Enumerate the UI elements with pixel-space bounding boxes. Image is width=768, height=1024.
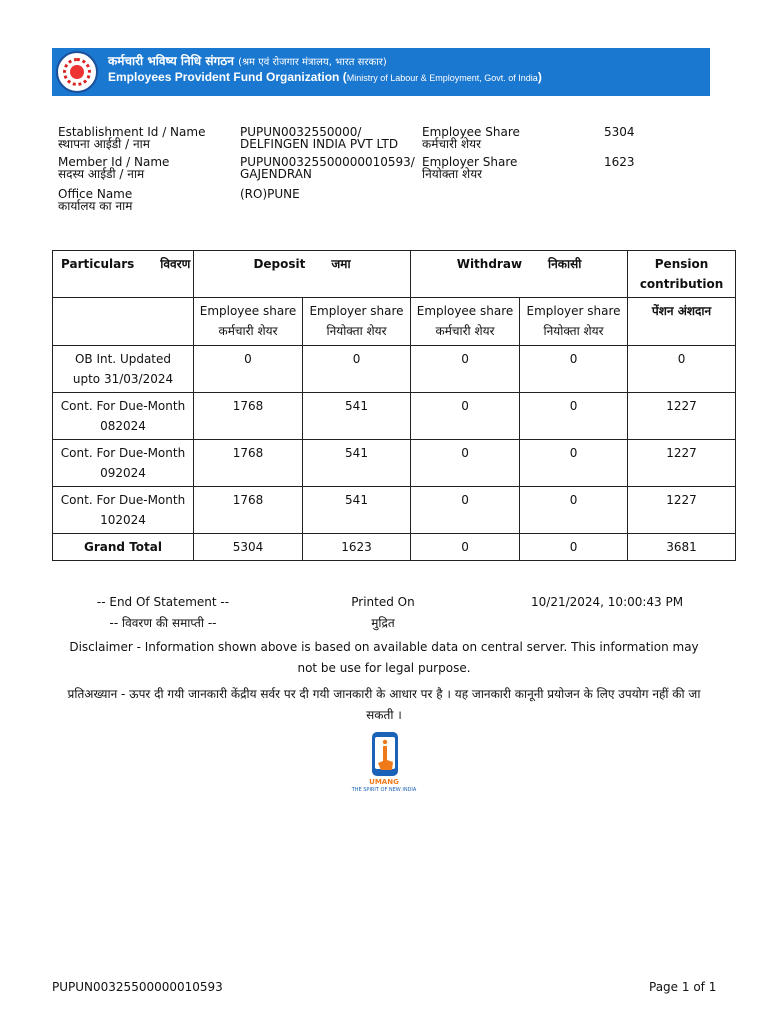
table-row (53, 440, 736, 487)
org-name-english: Employees Provident Fund Organization (Ministry of Labour & Employment, Govt. of India) (108, 70, 542, 84)
employee-share-label: Employee Share कर्मचारी शेयर (422, 125, 520, 151)
employee-share-value: 5304 (604, 125, 635, 139)
header-particulars: Particulars विवरण (53, 251, 194, 298)
total-deposit-employee: 5304 (194, 534, 303, 561)
disclaimer-english: Disclaimer - Information shown above is based on available data on central server. This information may not be use for legal purpose. (69, 640, 699, 675)
subheader-withdraw-employee: Employee share कर्मचारी शेयर (411, 298, 520, 346)
printed-on-label: Printed On मुद्रित (351, 595, 415, 630)
row-deposit-employer: 541 (303, 440, 411, 487)
row-pension: 1227 (628, 487, 736, 534)
row-deposit-employer: 541 (303, 487, 411, 534)
printed-datetime: 10/21/2024, 10:00:43 PM (531, 595, 684, 609)
grand-total-row (53, 534, 736, 561)
row-particulars: OB Int. Updated upto 31/03/2024 (53, 346, 194, 393)
row-deposit-employer: 541 (303, 393, 411, 440)
row-deposit-employee: 1768 (194, 487, 303, 534)
row-pension: 1227 (628, 393, 736, 440)
umang-logo (346, 730, 422, 796)
row-withdraw-employer: 0 (520, 440, 628, 487)
org-name-hindi: कर्मचारी भविष्य निधि संगठन (श्रम एवं रोजगार मंत्रालय, भारत सरकार) (108, 54, 387, 68)
member-value: PUPUN00325500000010593/ GAJENDRAN (240, 155, 415, 181)
member-label: Member Id / Name सदस्य आईडी / नाम (58, 155, 170, 181)
umang-tagline: THE SPIRIT OF NEW INDIA (351, 787, 417, 793)
row-withdraw-employee: 0 (411, 346, 520, 393)
table-header-row (53, 251, 736, 298)
row-deposit-employee: 1768 (194, 440, 303, 487)
office-label: Office Name कार्यालय का नाम (58, 187, 133, 213)
header-pension: Pension contribution (628, 251, 736, 298)
table-subheader-row (53, 298, 736, 346)
total-withdraw-employer: 0 (520, 534, 628, 561)
org-ministry-english: Ministry of Labour & Employment, Govt. of India (346, 73, 538, 83)
header-deposit: Deposit जमा (194, 251, 411, 298)
subheader-empty (53, 298, 194, 346)
table-row (53, 393, 736, 440)
subheader-pension: पेंशन अंशदान (628, 298, 736, 346)
end-of-statement: -- End Of Statement -- -- विवरण की समाप्ती -- (96, 595, 230, 630)
disclaimer-hindi: प्रतिअख्यान - ऊपर दी गयी जानकारी केंद्रीय सर्वर पर दी गयी जानकारी के आधार पर है । यह जानकारी कानूनी प्रयोजन के लिए उपयोग नहीं की जा सकती । (67, 687, 701, 722)
row-withdraw-employee: 0 (411, 487, 520, 534)
row-particulars: Cont. For Due-Month 102024 (53, 487, 194, 534)
epfo-logo-icon (56, 51, 98, 93)
row-deposit-employee: 0 (194, 346, 303, 393)
footer-member-id: PUPUN00325500000010593 (52, 980, 223, 994)
employer-share-label: Employer Share नियोक्ता शेयर (422, 155, 518, 181)
row-particulars: Cont. For Due-Month 092024 (53, 440, 194, 487)
total-deposit-employer: 1623 (303, 534, 411, 561)
grand-total-label: Grand Total (53, 534, 194, 561)
total-withdraw-employee: 0 (411, 534, 520, 561)
table-row (53, 487, 736, 534)
table-row (53, 346, 736, 393)
umang-name: UMANG (369, 778, 399, 786)
page-number: Page 1 of 1 (649, 980, 717, 994)
statement-table (52, 250, 736, 561)
org-ministry-hindi: (श्रम एवं रोजगार मंत्रालय, भारत सरकार) (238, 57, 387, 68)
employer-share-value: 1623 (604, 155, 635, 169)
establishment-label: Establishment Id / Name स्थापना आईडी / नाम (58, 125, 206, 151)
row-withdraw-employer: 0 (520, 487, 628, 534)
header-withdraw: Withdraw निकासी (411, 251, 628, 298)
row-withdraw-employee: 0 (411, 393, 520, 440)
row-withdraw-employer: 0 (520, 346, 628, 393)
row-deposit-employer: 0 (303, 346, 411, 393)
establishment-value: PUPUN0032550000/ DELFINGEN INDIA PVT LTD (240, 125, 399, 151)
epfo-header-banner (52, 48, 710, 96)
total-pension: 3681 (628, 534, 736, 561)
row-particulars: Cont. For Due-Month 082024 (53, 393, 194, 440)
subheader-withdraw-employer: Employer share नियोक्ता शेयर (520, 298, 628, 346)
row-deposit-employee: 1768 (194, 393, 303, 440)
row-pension: 0 (628, 346, 736, 393)
row-pension: 1227 (628, 440, 736, 487)
row-withdraw-employee: 0 (411, 440, 520, 487)
subheader-deposit-employee: Employee share कर्मचारी शेयर (194, 298, 303, 346)
office-value: (RO)PUNE (240, 187, 300, 201)
subheader-deposit-employer: Employer share नियोक्ता शेयर (303, 298, 411, 346)
row-withdraw-employer: 0 (520, 393, 628, 440)
